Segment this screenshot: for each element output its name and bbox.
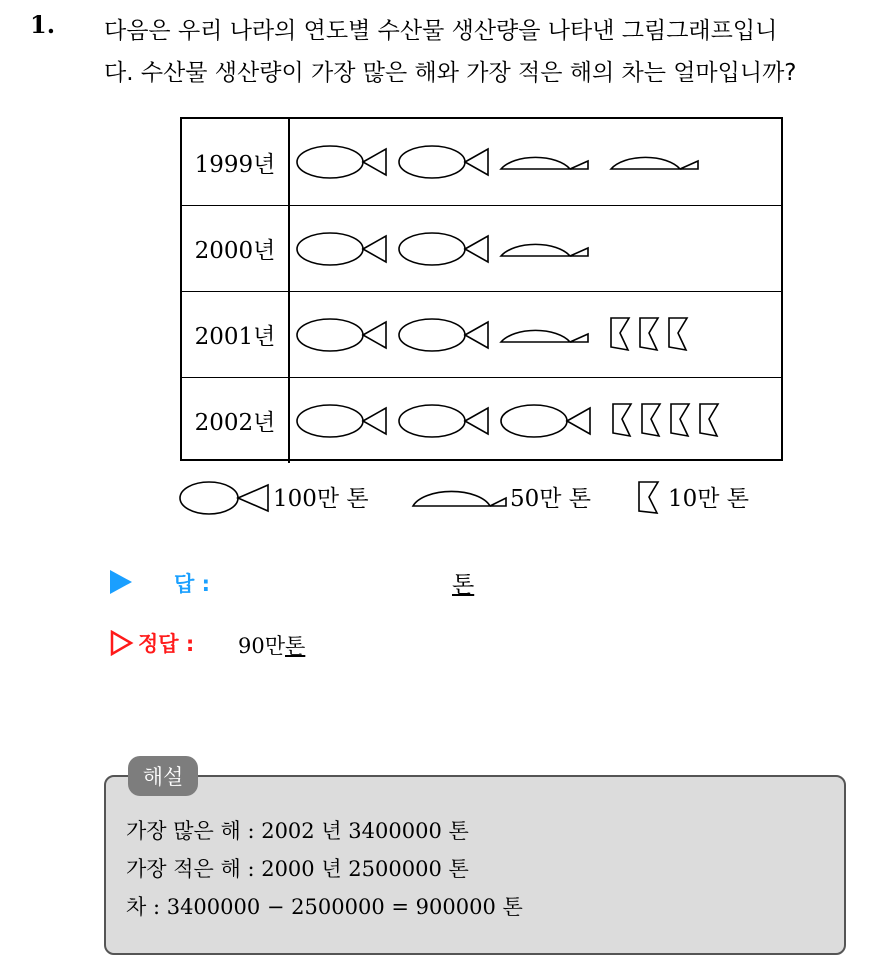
fish-10-icon: [637, 314, 663, 356]
correct-answer-row: [110, 626, 510, 666]
fish-100-icon: [178, 478, 270, 518]
fish-10-icon: [668, 400, 694, 442]
pictograph-row: [182, 377, 781, 463]
fish-100-icon: [294, 315, 390, 355]
explanation-line: 차 : 3400000 − 2500000 = 900000 톤: [126, 895, 523, 919]
legend-label-50: 50만 톤: [510, 486, 592, 512]
question-line-1: 다음은 우리 나라의 연도별 수산물 생산량을 나타낸 그림그래프입니: [104, 18, 778, 44]
outline-arrow-icon: [110, 630, 134, 656]
year-label: 2002년: [182, 378, 290, 463]
year-label: 1999년: [182, 119, 290, 205]
legend-label-100: 100만 톤: [273, 486, 369, 512]
fish-10-icon: [610, 400, 636, 442]
explanation-tab: 해설: [128, 756, 198, 796]
answer-unit: 톤: [452, 572, 475, 598]
fish-50-icon: [498, 228, 598, 268]
pictograph-row: [182, 205, 781, 291]
play-arrow-icon: [110, 570, 132, 594]
answer-row: [110, 566, 510, 606]
year-label: 2000년: [182, 206, 290, 291]
fish-100-icon: [396, 142, 492, 182]
question-number: 1.: [30, 10, 56, 39]
fish-10-icon: [636, 478, 666, 518]
fish-100-icon: [294, 401, 390, 441]
question-text: [104, 10, 874, 94]
fish-50-icon: [498, 314, 598, 354]
fish-100-icon: [396, 315, 492, 355]
fish-50-icon: [498, 141, 598, 181]
pictograph-row: [182, 291, 781, 377]
answer-label: 답 :: [174, 572, 210, 596]
fish-100-icon: [498, 401, 594, 441]
fish-10-icon: [608, 314, 634, 356]
explanation-line: 가장 적은 해 : 2000 년 2500000 톤: [126, 857, 469, 881]
fish-100-icon: [294, 229, 390, 269]
question-line-2: 다. 수산물 생산량이 가장 많은 해와 가장 적은 해의 차는 얼마입니까?: [104, 60, 797, 86]
pictograph-table: [180, 117, 783, 461]
pictograph-legend: [178, 474, 798, 522]
explanation-text: [126, 812, 523, 926]
correct-answer-value: 90만톤: [238, 634, 306, 658]
legend-label-10: 10만 톤: [668, 486, 750, 512]
fish-10-icon: [697, 400, 723, 442]
fish-50-icon: [410, 478, 510, 518]
fish-10-icon: [666, 314, 692, 356]
fish-100-icon: [396, 401, 492, 441]
fish-100-icon: [396, 229, 492, 269]
fish-100-icon: [294, 142, 390, 182]
explanation-line: 가장 많은 해 : 2002 년 3400000 톤: [126, 819, 469, 843]
fish-50-icon: [608, 141, 708, 181]
pictograph-row: [182, 119, 781, 205]
fish-10-icon: [639, 400, 665, 442]
year-label: 2001년: [182, 292, 290, 377]
correct-answer-label: 정답 :: [138, 632, 195, 656]
